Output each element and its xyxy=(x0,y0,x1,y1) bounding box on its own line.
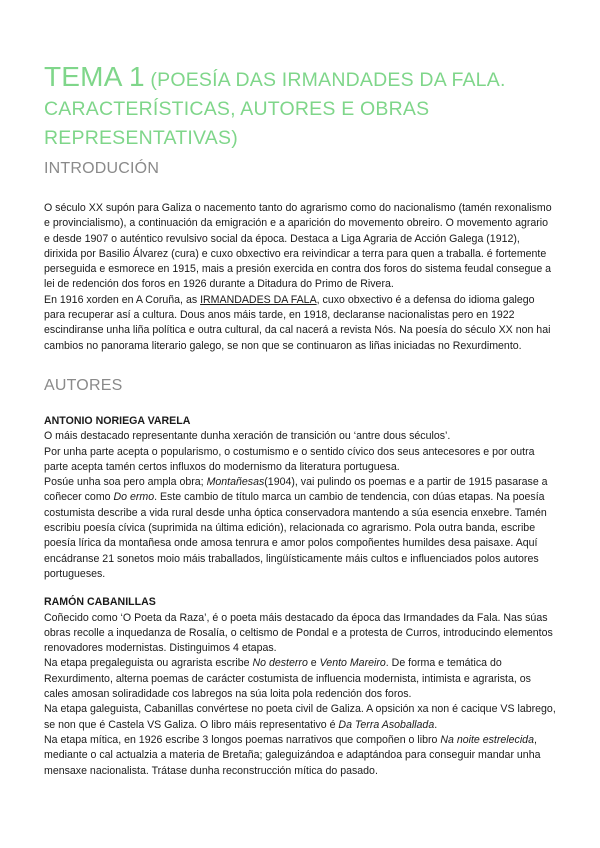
title-main: TEMA 1 xyxy=(44,61,145,92)
work-title: Vento Mareiro xyxy=(319,657,386,670)
intro-paragraph-2: En 1916 xorden en A Coruña, as IRMANDADES DA FALA, cuxo obxectivo é a defensa do idioma galego para recuperar así a cultura. Dous anos máis tarde, en 1918, declaranse nacionalistas pero en 1922 escindiranse unha liña política e outra cultural, da cal nacerá a revista Nós. Na poesía do século XX non hai cambios no panorama literario galego, se non que se continuaron as liñas iniciadas no Rexurdimento. xyxy=(44,293,551,352)
author-name-noriega: ANTONIO NORIEGA VARELA xyxy=(44,414,191,427)
work-title: Da Terra Asoballada xyxy=(338,718,435,731)
noriega-paragraph-2: Por unha parte acepta o popularismo, o costumismo e o sentido cívico dos seus antecesores e por outra parte acepta tamén certos influxos do modernismo da literatura portuguesa. xyxy=(44,445,535,473)
page-title xyxy=(44,62,556,153)
autores-heading: AUTORES xyxy=(44,376,123,394)
cabanillas-paragraph-1: Coñecido como ‘O Poeta da Raza’, é o poeta máis destacado da época das Irmandades da Fala. Nas súas obras recolle a inquedanza de Rosalía, o celtismo de Pondal e a protesta de Curros, introducindo elementos renovadores modernistas. Distinguimos 4 etapas. xyxy=(44,611,553,655)
cabanillas-paragraph-3: Na etapa galeguista, Cabanillas convértese no poeta civil de Galiza. A opsición xa non é cacique VS labrego, se non que é Castela VS Galiza. O libro máis representativo é Da Terra Asoballada. xyxy=(44,703,556,731)
work-title: No desterro xyxy=(252,657,308,670)
author-name-cabanillas: RAMÓN CABANILLAS xyxy=(44,596,156,609)
section-noriega xyxy=(44,414,556,582)
cabanillas-paragraph-4: Na etapa mítica, en 1926 escribe 3 longos poemas narrativos que compoñen o libro Na noite estrelecida, mediante o cal actualzia a materia de Bretaña; galeguizándoa e adaptándoa para conseguir mandar unha mensaxe nacionalista. Trátase dunha reconstrucción mítica do pasado. xyxy=(44,733,541,777)
irmandades-link: IRMANDADES DA FALA xyxy=(200,293,317,306)
work-title: Do ermo xyxy=(113,491,155,504)
cabanillas-paragraph-2: Na etapa pregaleguista ou agrarista escribe No desterro e Vento Mareiro. De forma e temática do Rexurdimento, alterna poemas de carácter costumista de influencia modernista, intimista e agrarista, os cales amosan soliradidade cos labregos na súa loita pola redención dos foros. xyxy=(44,657,531,701)
noriega-paragraph-1: O máis destacado representante dunha xeración de transición ou ‘antre dous séculos’. xyxy=(44,430,451,443)
work-title: Na noite estrelecida xyxy=(440,733,534,746)
work-title: Montañesas xyxy=(206,476,265,489)
title-subtitle: (POESÍA DAS IRMANDADES DA FALA. CARACTERÍSTICAS, AUTORES E OBRAS REPRESENTATIVAS) xyxy=(44,69,506,149)
intro-heading: INTRODUCIÓN xyxy=(44,160,160,177)
intro-paragraph-1: O século XX supón para Galiza o nacemento tanto do agrarismo como do nacionalismo (tamén rexonalismo e provincialismo), a continuación da emigración e a aparición do movemento obreiro. O movemento agrario e desde 1907 o auténtico revulsivo social da época. Destaca a Liga Agraria de Acción Galega (1912), dirixida por Basilio Álvarez (cura) e cuxo obxectivo era reivindicar a terra para quen a traballa. é fortemente perseguida e esmorece en 1915, mais a presión exercida en contra dos foros do sistema feudal consegue a lei de redención dos foros en 1926 durante a Ditadura do Primo de Rivera. xyxy=(44,202,552,291)
section-cabanillas xyxy=(44,595,556,779)
noriega-paragraph-3: Posúe unha soa pero ampla obra; Montañesas(1904), vai pulindo os poemas e a partir de 1915 pasarase a coñecer como Do ermo. Este cambio de título marca un cambio de tendencia, con dúas etapas. Na poesía costumista describe a vida rural desde unha óptica conservadora mantendo a súa esencia enxebre. Tamén escribiu poesía cívica (suprimida na última edición), relacionada co agrarismo. Pola outra banda, escribe poesía lírica da montañesa onde amosa tenrura e amor polos compoñentes humildes desa paisaxe. Aquí encádranse 21 sonetos moio máis traballados, lingüísticamente máis cultos e influenciados polos autores portugueses. xyxy=(44,476,548,580)
section-gap xyxy=(44,582,556,595)
